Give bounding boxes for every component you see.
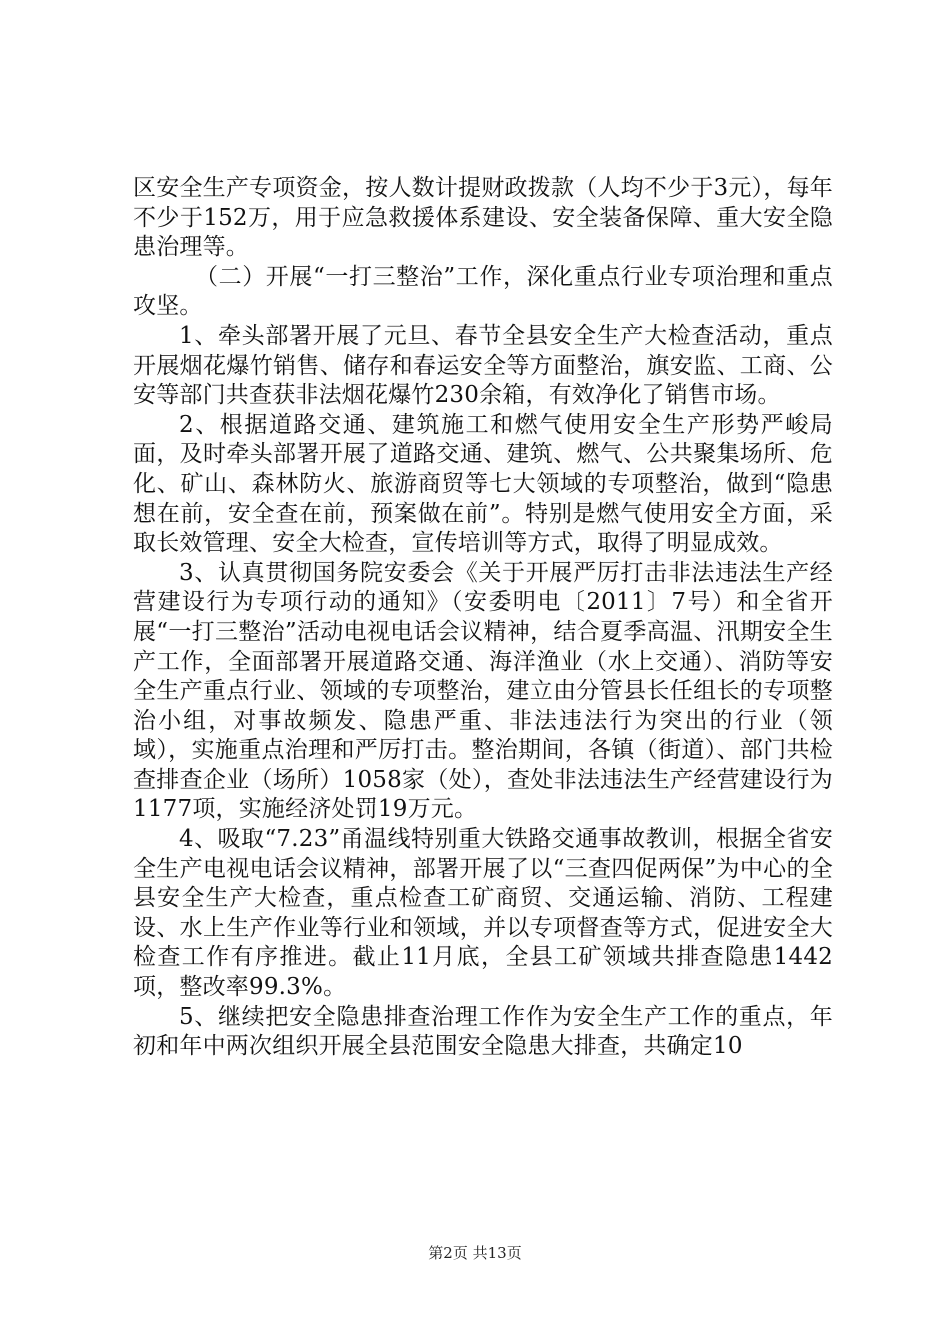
paragraph-item-4: 4、吸取“7.23”甬温线特别重大铁路交通事故教训，根据全省安全生产电视电话会议精神，部署开展了以“三查四促两保”为中心的全县安全生产大检查，重点检查工矿商贸、交通运输、消防、工程建设、水上生产作业等行业和领域，并以专项督查等方式，促进安全大检查工作有序推进。截止11月底，全县工矿领域共排查隐患1442项，整改率99.3%。 [133, 826, 833, 1001]
paragraph-item-5: 5、继续把安全隐患排查治理工作作为安全生产工作的重点，年初和年中两次组织开展全县范围安全隐患大排查，共确定10 [133, 1003, 833, 1060]
paragraph-item-3: 3、认真贯彻国务院安委会《关于开展严厉打击非法违法生产经营建设行为专项行动的通知》（安委明电〔2011〕7号）和全省开展“一打三整治”活动电视电话会议精神，结合夏季高温、汛期安全生产工作，全面部署开展道路交通、海洋渔业（水上交通）、消防等安全生产重点行业、领域的专项整治，建立由分管县长任组长的专项整治小组，对事故频发、隐患严重、非法违法行为突出的行业（领域），实施重点治理和严厉打击。整治期间，各镇（街道）、部门共检查排查企业（场所）1058家（处），查处非法违法生产经营建设行为1177项，实施经济处罚19万元。 [133, 559, 833, 823]
paragraph-section-heading: （二）开展“一打三整治”工作，深化重点行业专项治理和重点攻坚。 [133, 263, 833, 320]
paragraph-funding: 区安全生产专项资金，按人数计提财政拨款（人均不少于3元），每年不少于152万，用于应急救援体系建设、安全装备保障、重大安全隐患治理等。 [133, 175, 833, 261]
page-number-label: 第2页 共13页 [428, 1244, 522, 1262]
paragraph-item-2: 2、根据道路交通、建筑施工和燃气使用安全生产形势严峻局面，及时牵头部署开展了道路交通、建筑、燃气、公共聚集场所、危化、矿山、森林防火、旅游商贸等七大领域的专项整治，做到“隐患想在前，安全查在前，预案做在前”。特别是燃气使用安全方面，采取长效管理、安全大检查，宣传培训等方式，取得了明显成效。 [133, 411, 833, 557]
document-body [133, 174, 833, 1062]
page-footer [0, 1243, 950, 1263]
paragraph-item-1: 1、牵头部署开展了元旦、春节全县安全生产大检查活动，重点开展烟花爆竹销售、储存和春运安全等方面整治，旗安监、工商、公安等部门共查获非法烟花爆竹230余箱，有效净化了销售市场。 [133, 322, 833, 409]
